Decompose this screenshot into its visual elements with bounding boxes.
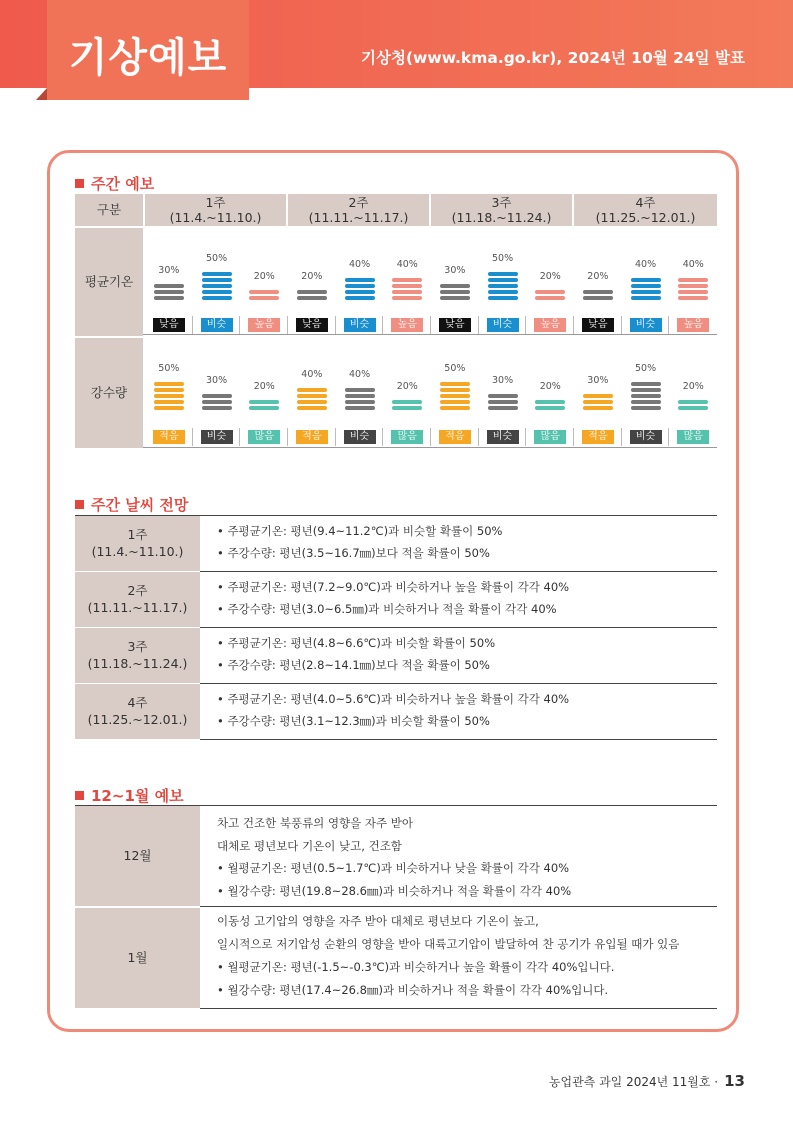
forecast-bar: [202, 272, 232, 276]
category-tag: 비슷: [201, 318, 233, 332]
divider: [573, 316, 574, 334]
forecast-bar: [345, 290, 375, 294]
bullet-square-icon: [75, 791, 84, 800]
category-tag: 비슷: [487, 318, 519, 332]
divider: [200, 627, 717, 628]
forecast-bar: [488, 400, 518, 404]
forecast-bar: [440, 394, 470, 398]
divider: [192, 428, 193, 446]
section-title-weekly: [75, 173, 154, 194]
forecast-bar: [583, 400, 613, 404]
probability-label: 50%: [444, 363, 466, 374]
divider: [335, 428, 336, 446]
category-tag: 비슷: [630, 430, 662, 444]
probability-label: 20%: [301, 271, 323, 282]
forecast-bar: [488, 406, 518, 410]
forecast-bar: [440, 400, 470, 404]
section-title-text: 주간 예보: [91, 175, 155, 193]
forecast-bar: [678, 406, 708, 410]
probability-label: 30%: [491, 375, 514, 386]
forecast-bar: [631, 394, 661, 398]
forecast-bar: [392, 278, 422, 282]
divider: [287, 428, 288, 446]
probability-label: 20%: [253, 271, 275, 282]
row-label-temp: 평균기온: [75, 228, 143, 336]
forecast-bar: [488, 272, 518, 276]
forecast-bar: [631, 388, 661, 392]
category-tag: 비슷: [487, 430, 519, 444]
probability-label: 30%: [158, 265, 180, 276]
forecast-bar: [440, 388, 470, 392]
category-tag: 높음: [248, 318, 280, 332]
week-header-2: 2주 (11.11.~11.17.): [308, 195, 409, 225]
week-header-4: 4주 (11.25.~12.01.): [595, 195, 696, 225]
forecast-bar: [297, 406, 327, 410]
outlook-week-1: 1주 (11.4.~11.10.): [75, 516, 200, 571]
forecast-bar: [440, 382, 470, 386]
forecast-bar: [297, 296, 327, 300]
category-tag: 낮음: [153, 318, 185, 332]
probability-label: 20%: [682, 381, 704, 392]
probability-label: 20%: [253, 381, 275, 392]
corner-label: 구분: [96, 202, 122, 217]
forecast-bar: [488, 394, 518, 398]
category-tag: 높음: [534, 318, 566, 332]
forecast-bar: [678, 296, 708, 300]
section-title-monthly: [75, 785, 184, 806]
forecast-bar: [249, 406, 279, 410]
forecast-bar: [583, 290, 613, 294]
category-tag: 많음: [534, 430, 566, 444]
forecast-bar: [202, 290, 232, 294]
category-tag: 높음: [677, 318, 709, 332]
forecast-bar: [583, 406, 613, 410]
forecast-bar: [440, 296, 470, 300]
monthly-text-jan: 이동성 고기압의 영향을 자주 받아 대체로 평년보다 기온이 높고, 일시적으로 저기압성 순환의 영향을 받아 대륙고기압이 발달하여 찬 공기가 유입될 때가 있음 • 월평균기온: 평년(-1.5~-0.3℃)과 비슷하거나 높을 확률이 각각 40%입니다. • 월강수량: 평년(17.4~26.8㎜)과 비슷하거나 적을 확률이 각각 40%입니다.: [217, 914, 680, 997]
category-tag: 낮음: [439, 318, 471, 332]
probability-label: 30%: [587, 375, 609, 386]
forecast-bar: [202, 296, 232, 300]
category-tag: 많음: [391, 430, 423, 444]
forecast-bar: [488, 290, 518, 294]
divider: [287, 316, 288, 334]
divider: [200, 683, 717, 684]
forecast-bar: [631, 278, 661, 282]
forecast-bar: [583, 296, 613, 300]
bullet-square-icon: [75, 500, 84, 509]
forecast-bar: [345, 400, 375, 404]
probability-label: 40%: [301, 369, 323, 380]
forecast-bar: [392, 290, 422, 294]
forecast-bar: [249, 290, 279, 294]
probability-label: 20%: [396, 381, 418, 392]
forecast-bar: [202, 278, 232, 282]
probability-label: 40%: [634, 259, 657, 270]
forecast-bar: [631, 284, 661, 288]
outlook-text-1: • 주평균기온: 평년(9.4~11.2℃)과 비슷할 확률이 50% • 주강수량: 평년(3.5~16.7㎜)보다 적을 확률이 50%: [217, 524, 503, 560]
forecast-bar: [535, 400, 565, 404]
forecast-bar: [440, 406, 470, 410]
forecast-bar: [678, 290, 708, 294]
category-tag: 비슷: [630, 318, 662, 332]
forecast-bar: [202, 284, 232, 288]
divider: [430, 316, 431, 334]
category-tag: 적음: [582, 430, 614, 444]
probability-label: 40%: [348, 259, 371, 270]
forecast-bar: [392, 296, 422, 300]
forecast-bar: [535, 296, 565, 300]
forecast-bar: [297, 394, 327, 398]
divider: [621, 316, 622, 334]
forecast-bar: [154, 394, 184, 398]
divider: [143, 447, 717, 448]
forecast-bar: [154, 406, 184, 410]
divider: [335, 316, 336, 334]
bullet-square-icon: [75, 179, 84, 188]
monthly-text-dec: 차고 건조한 북풍류의 영향을 자주 받아 대체로 평년보다 기온이 낮고, 건조함 • 월평균기온: 평년(0.5~1.7℃)과 비슷하거나 낮을 확률이 각각 40% • 월강수량: 평년(19.8~28.6㎜)과 비슷하거나 적을 확률이 각각 40%: [217, 816, 572, 898]
category-tag: 많음: [248, 430, 280, 444]
divider: [192, 316, 193, 334]
divider: [478, 316, 479, 334]
section-title-text: 주간 날씨 전망: [91, 496, 189, 514]
divider: [239, 316, 240, 334]
probability-label: 20%: [587, 271, 609, 282]
forecast-bar: [440, 290, 470, 294]
category-tag: 적음: [296, 430, 328, 444]
page-number: 13: [724, 1072, 745, 1090]
divider: [478, 428, 479, 446]
forecast-bar: [535, 290, 565, 294]
probability-label: 30%: [205, 375, 228, 386]
category-tag: 낮음: [296, 318, 328, 332]
probability-label: 40%: [348, 369, 371, 380]
divider: [200, 571, 717, 572]
forecast-bar: [631, 290, 661, 294]
divider: [200, 1008, 717, 1009]
forecast-bar: [488, 296, 518, 300]
divider: [143, 334, 717, 335]
title-tab-shadow: [36, 88, 47, 100]
outlook-week-3: 3주 (11.18.~11.24.): [75, 628, 200, 683]
probability-label: 50%: [634, 363, 657, 374]
divider: [200, 906, 717, 907]
divider: [668, 428, 669, 446]
forecast-bar: [202, 394, 232, 398]
forecast-bar: [345, 284, 375, 288]
forecast-bar: [345, 388, 375, 392]
probability-label: 50%: [205, 253, 228, 264]
divider: [382, 428, 383, 446]
forecast-bar: [631, 406, 661, 410]
category-tag: 비슷: [344, 318, 376, 332]
divider: [525, 316, 526, 334]
probability-label: 40%: [396, 259, 418, 270]
forecast-bar: [345, 278, 375, 282]
forecast-bar: [154, 388, 184, 392]
forecast-bar: [392, 406, 422, 410]
forecast-bar: [297, 400, 327, 404]
probability-label: 30%: [444, 265, 466, 276]
probability-label: 20%: [539, 381, 561, 392]
section-title-text: 12~1월 예보: [91, 787, 184, 805]
probability-label: 40%: [682, 259, 704, 270]
divider: [573, 428, 574, 446]
forecast-bar: [392, 284, 422, 288]
publication-name: 농업관측 과일 2024년 11월호: [548, 1075, 711, 1089]
weekly-header-row: [75, 194, 717, 226]
page-title: 기상예보: [68, 35, 228, 81]
forecast-bar: [392, 400, 422, 404]
category-tag: 비슷: [201, 430, 233, 444]
probability-label: 50%: [158, 363, 180, 374]
divider: [525, 428, 526, 446]
forecast-bar: [345, 406, 375, 410]
forecast-bar: [297, 388, 327, 392]
forecast-bar: [202, 406, 232, 410]
category-tag: 적음: [439, 430, 471, 444]
category-tag: 낮음: [582, 318, 614, 332]
forecast-bar: [631, 296, 661, 300]
forecast-bar: [249, 400, 279, 404]
outlook-week-4: 4주 (11.25.~12.01.): [75, 684, 200, 739]
forecast-bar: [488, 278, 518, 282]
forecast-bar: [678, 278, 708, 282]
divider: [239, 428, 240, 446]
page-footer: 농업관측 과일 2024년 11월호 · 13: [548, 1072, 745, 1090]
forecast-bar: [678, 400, 708, 404]
divider: [430, 428, 431, 446]
source-note: 기상청(www.kma.go.kr), 2024년 10월 24일 발표: [361, 49, 745, 67]
outlook-text-4: • 주평균기온: 평년(4.0~5.6℃)과 비슷하거나 높을 확률이 각각 40% • 주강수량: 평년(3.1~12.3㎜)과 비슷할 확률이 50%: [217, 692, 570, 728]
forecast-bar: [154, 284, 184, 288]
row-label-precip: 강수량: [75, 338, 143, 448]
divider: [75, 336, 717, 338]
forecast-bar: [631, 382, 661, 386]
forecast-bar: [488, 284, 518, 288]
forecast-bar: [297, 290, 327, 294]
forecast-bar: [154, 400, 184, 404]
outlook-text-2: • 주평균기온: 평년(7.2~9.0℃)과 비슷하거나 높을 확률이 각각 40% • 주강수량: 평년(3.0~6.5㎜)과 비슷하거나 적을 확률이 각각 40%: [217, 580, 570, 616]
forecast-bar: [345, 296, 375, 300]
divider: [382, 316, 383, 334]
forecast-bar: [345, 394, 375, 398]
forecast-bar: [678, 284, 708, 288]
forecast-bar: [154, 382, 184, 386]
forecast-bar: [440, 284, 470, 288]
week-header-3: 3주 (11.18.~11.24.): [451, 195, 552, 225]
week-header-1: 1주 (11.4.~11.10.): [169, 195, 262, 225]
divider: [200, 739, 717, 740]
monthly-label-dec: 12월: [75, 806, 200, 906]
monthly-label-jan: 1월: [75, 908, 200, 1008]
outlook-week-2: 2주 (11.11.~11.17.): [75, 572, 200, 627]
forecast-bar: [154, 290, 184, 294]
category-tag: 적음: [153, 430, 185, 444]
probability-label: 20%: [539, 271, 561, 282]
forecast-bar: [583, 394, 613, 398]
forecast-bar: [154, 296, 184, 300]
outlook-text-3: • 주평균기온: 평년(4.8~6.6℃)과 비슷할 확률이 50% • 주강수량: 평년(2.8~14.1㎜)보다 적을 확률이 50%: [217, 636, 496, 672]
probability-label: 50%: [491, 253, 514, 264]
section-title-outlook: [75, 494, 188, 515]
category-tag: 비슷: [344, 430, 376, 444]
category-tag: 높음: [391, 318, 423, 332]
category-tag: 많음: [677, 430, 709, 444]
forecast-bar: [202, 400, 232, 404]
divider: [668, 316, 669, 334]
forecast-bar: [249, 296, 279, 300]
forecast-bar: [535, 406, 565, 410]
forecast-bar: [631, 400, 661, 404]
divider: [621, 428, 622, 446]
